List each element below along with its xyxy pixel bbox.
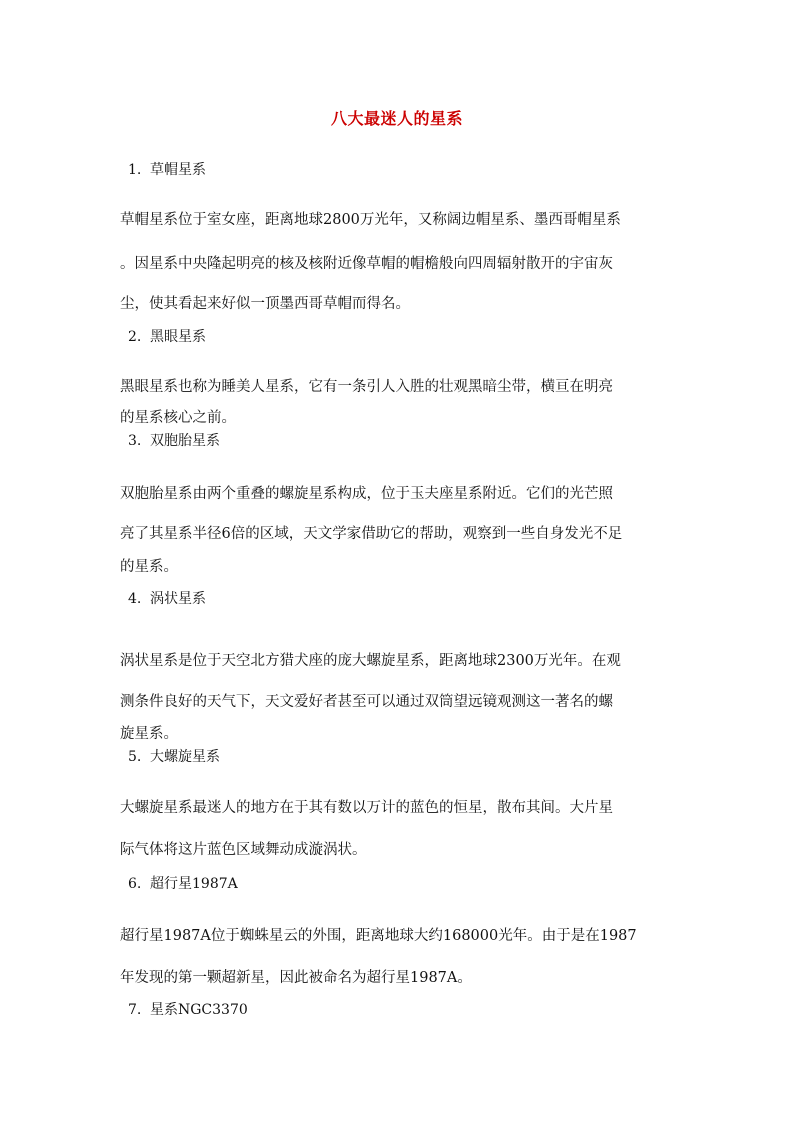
paragraph-line: 涡状星系是位于天空北方猎犬座的庞大螺旋星系，距离地球2300万光年。在观 xyxy=(120,653,621,669)
section-title: 双胞胎星系 xyxy=(150,433,220,449)
section-heading xyxy=(128,161,206,179)
paragraph-line: 的星系核心之前。 xyxy=(120,410,236,426)
paragraph-line: 超行星1987A位于蜘蛛星云的外围，距离地球大约168000光年。由于是在1987 xyxy=(120,928,637,944)
paragraph-line: 黑眼星系也称为睡美人星系，它有一条引人入胜的壮观黑暗尘带，横亘在明亮 xyxy=(120,379,613,395)
section-number: 6. xyxy=(128,876,142,892)
section-title: 星系NGC3370 xyxy=(150,1002,248,1018)
paragraph-line: 草帽星系位于室女座，距离地球2800万光年，又称阔边帽星系、墨西哥帽星系 xyxy=(120,212,621,228)
paragraph-line: 的星系。 xyxy=(120,559,178,575)
section-number: 4. xyxy=(128,591,142,607)
section-heading xyxy=(128,1001,248,1019)
section-heading xyxy=(128,590,206,608)
section-title: 草帽星系 xyxy=(150,162,206,178)
section-heading xyxy=(128,432,220,450)
document-title: 八大最迷人的星系 xyxy=(330,109,463,128)
section-title: 超行星1987A xyxy=(150,876,238,892)
section-number: 1. xyxy=(128,162,142,178)
paragraph-line: 测条件良好的天气下，天文爱好者甚至可以通过双筒望远镜观测这一著名的螺 xyxy=(120,694,613,710)
paragraph-line: 亮了其星系半径6倍的区域，天文学家借助它的帮助，观察到一些自身发光不足 xyxy=(120,526,623,542)
paragraph-line: 双胞胎星系由两个重叠的螺旋星系构成，位于玉夫座星系附近。它们的光芒照 xyxy=(120,486,613,502)
section-number: 7. xyxy=(128,1002,142,1018)
section-heading xyxy=(128,328,206,346)
section-number: 5. xyxy=(128,749,142,765)
section-number: 3. xyxy=(128,433,142,449)
section-heading xyxy=(128,875,238,893)
paragraph-line: 旋星系。 xyxy=(120,726,178,742)
paragraph-line: 。因星系中央隆起明亮的核及核附近像草帽的帽檐般向四周辐射散开的宇宙灰 xyxy=(120,256,613,272)
section-number: 2. xyxy=(128,329,142,345)
paragraph-line: 大螺旋星系最迷人的地方在于其有数以万计的蓝色的恒星，散布其间。大片星 xyxy=(120,800,613,816)
paragraph-line: 年发现的第一颗超新星，因此被命名为超行星1987A。 xyxy=(120,970,472,986)
section-heading xyxy=(128,748,220,766)
paragraph-line: 尘，使其看起来好似一顶墨西哥草帽而得名。 xyxy=(120,296,410,312)
paragraph-line: 际气体将这片蓝色区域舞动成漩涡状。 xyxy=(120,842,367,858)
section-title: 涡状星系 xyxy=(150,591,206,607)
section-title: 大螺旋星系 xyxy=(150,749,220,765)
section-title: 黑眼星系 xyxy=(150,329,206,345)
